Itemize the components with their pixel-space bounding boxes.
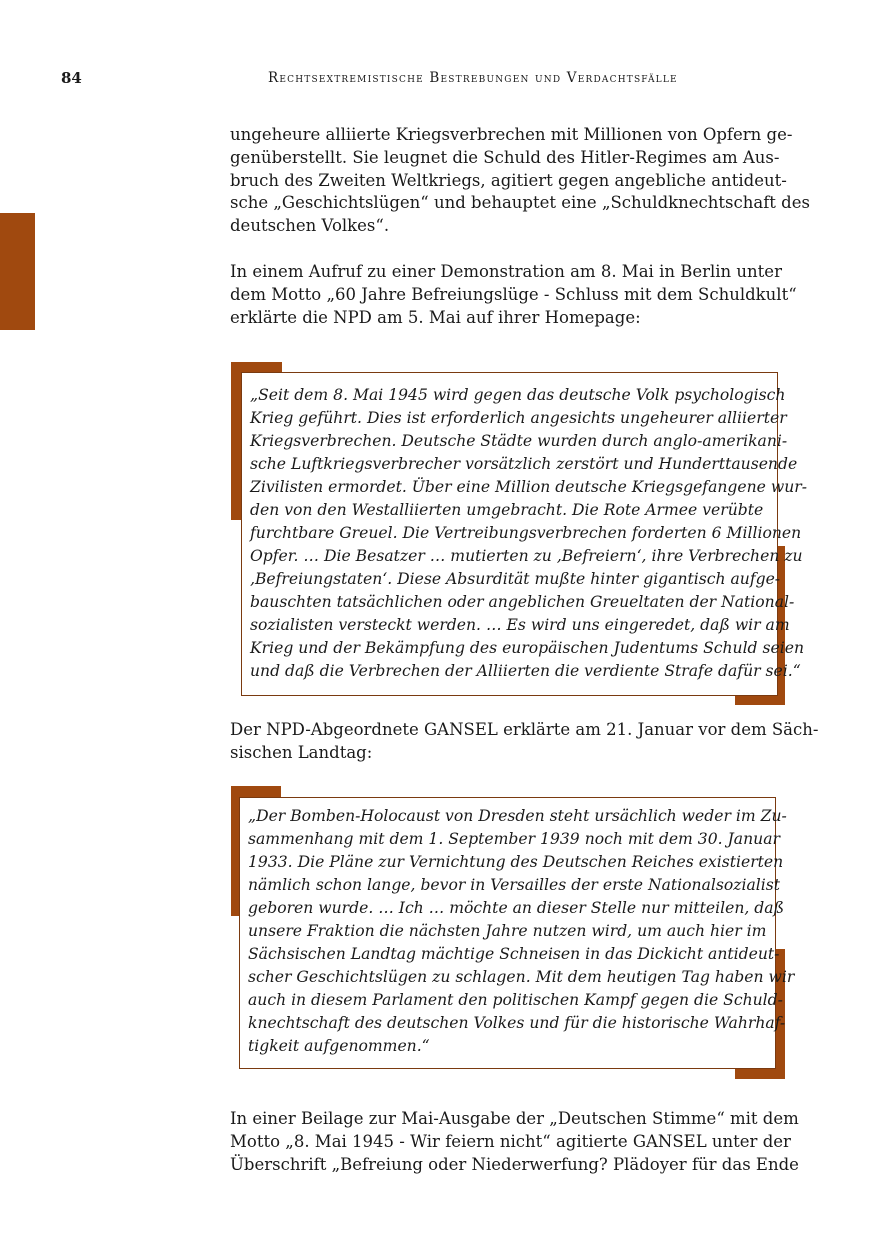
quote-line: tigkeit aufgenommen.“ <box>248 1037 430 1055</box>
paragraph-line: Der NPD-Abgeordnete GANSEL erklärte am 21. Januar vor dem Säch- <box>230 720 819 739</box>
paragraph-4 <box>230 1108 799 1176</box>
paragraph-line: deutschen Volkes“. <box>230 216 390 236</box>
paragraph-3 <box>230 719 818 765</box>
quote-line: scher Geschichtslügen zu schlagen. Mit dem heutigen Tag haben wir <box>248 968 795 986</box>
paragraph-line: In einem Aufruf zu einer Demonstration am 8. Mai in Berlin unter <box>230 262 782 281</box>
paragraph-line: sischen Landtag: <box>230 742 373 762</box>
quote-line: sammenhang mit dem 1. September 1939 noch mit dem 30. Januar <box>248 830 780 848</box>
running-header: Rechtsextremistische Bestrebungen und Verdachtsfälle <box>268 70 678 86</box>
quote-line: Sächsischen Landtag mächtige Schneisen in das Dickicht antideut- <box>248 945 780 963</box>
chapter-side-tab <box>0 213 35 330</box>
quote-line: den von den Westalliierten umgebracht. Die Rote Armee verübte <box>250 501 764 519</box>
paragraph-line: Motto „8. Mai 1945 - Wir feiern nicht“ agitierte GANSEL unter der <box>230 1131 791 1151</box>
quote-line: ‚Befreiungstaten‘. Diese Absurdität mußte hinter gigantisch aufge- <box>250 570 781 588</box>
quote-line: nämlich schon lange, bevor in Versailles der erste Nationalsozialist <box>248 876 781 894</box>
paragraph-1 <box>230 124 810 238</box>
quote-line: sozialisten versteckt werden. … Es wird uns eingeredet, daß wir am <box>250 616 790 634</box>
quote-line: „Seit dem 8. Mai 1945 wird gegen das deutsche Volk psychologisch <box>250 386 786 404</box>
page-number: 84 <box>61 69 82 87</box>
quote-line: sche Luftkriegsverbrecher vorsätzlich zerstört und Hunderttausende <box>250 455 798 473</box>
paragraph-2 <box>230 261 797 329</box>
quote-line: auch in diesem Parlament den politischen Kampf gegen die Schuld- <box>248 991 783 1009</box>
quote-line: Zivilisten ermordet. Über eine Million deutsche Kriegsgefangene wur- <box>250 478 807 496</box>
paragraph-line: sche „Geschichtslügen“ und behauptet eine „Schuldknechtschaft des <box>230 193 810 213</box>
quote-line: unsere Fraktion die nächsten Jahre nutzen wird, um auch hier im <box>248 922 767 940</box>
quote-line: Kriegsverbrechen. Deutsche Städte wurden durch anglo-amerikani- <box>250 432 788 450</box>
paragraph-line: ungeheure alliierte Kriegsverbrechen mit Millionen von Opfern ge- <box>230 125 793 144</box>
quote-line: Opfer. … Die Besatzer … mutierten zu ‚Befreiern‘, ihre Verbrechen zu <box>250 547 803 565</box>
quote-line: Krieg und der Bekämpfung des europäischen Judentums Schuld seien <box>250 639 804 657</box>
quote-line: 1933. Die Pläne zur Vernichtung des Deutschen Reiches existierten <box>248 853 784 871</box>
paragraph-line: genüberstellt. Sie leugnet die Schuld des Hitler-Regimes am Aus- <box>230 147 780 167</box>
quote-line: geboren wurde. … Ich … möchte an dieser Stelle nur mitteilen, daß <box>248 899 784 917</box>
quote-npd-homepage <box>250 384 807 683</box>
quote-line: und daß die Verbrechen der Alliierten die verdiente Strafe dafür sei.“ <box>250 662 801 680</box>
quote-gansel-landtag <box>248 805 794 1058</box>
paragraph-line: In einer Beilage zur Mai-Ausgabe der „Deutschen Stimme“ mit dem <box>230 1109 799 1128</box>
paragraph-line: dem Motto „60 Jahre Befreiungslüge - Schluss mit dem Schuldkult“ <box>230 284 797 304</box>
paragraph-line: Überschrift „Befreiung oder Niederwerfung? Plädoyer für das Ende <box>230 1154 799 1174</box>
quote-line: knechtschaft des deutschen Volkes und für die historische Wahrhaf- <box>248 1014 786 1032</box>
paragraph-line: erklärte die NPD am 5. Mai auf ihrer Homepage: <box>230 307 641 327</box>
quote-line: furchtbare Greuel. Die Vertreibungsverbrechen forderten 6 Millionen <box>250 524 802 542</box>
quote-line: bauschten tatsächlichen oder angeblichen Greueltaten der National- <box>250 593 795 611</box>
quote-line: „Der Bomben-Holocaust von Dresden steht ursächlich weder im Zu- <box>248 807 787 825</box>
quote-line: Krieg geführt. Dies ist erforderlich angesichts ungeheurer alliierter <box>250 409 787 427</box>
paragraph-line: bruch des Zweiten Weltkriegs, agitiert gegen angebliche antideut- <box>230 170 787 190</box>
